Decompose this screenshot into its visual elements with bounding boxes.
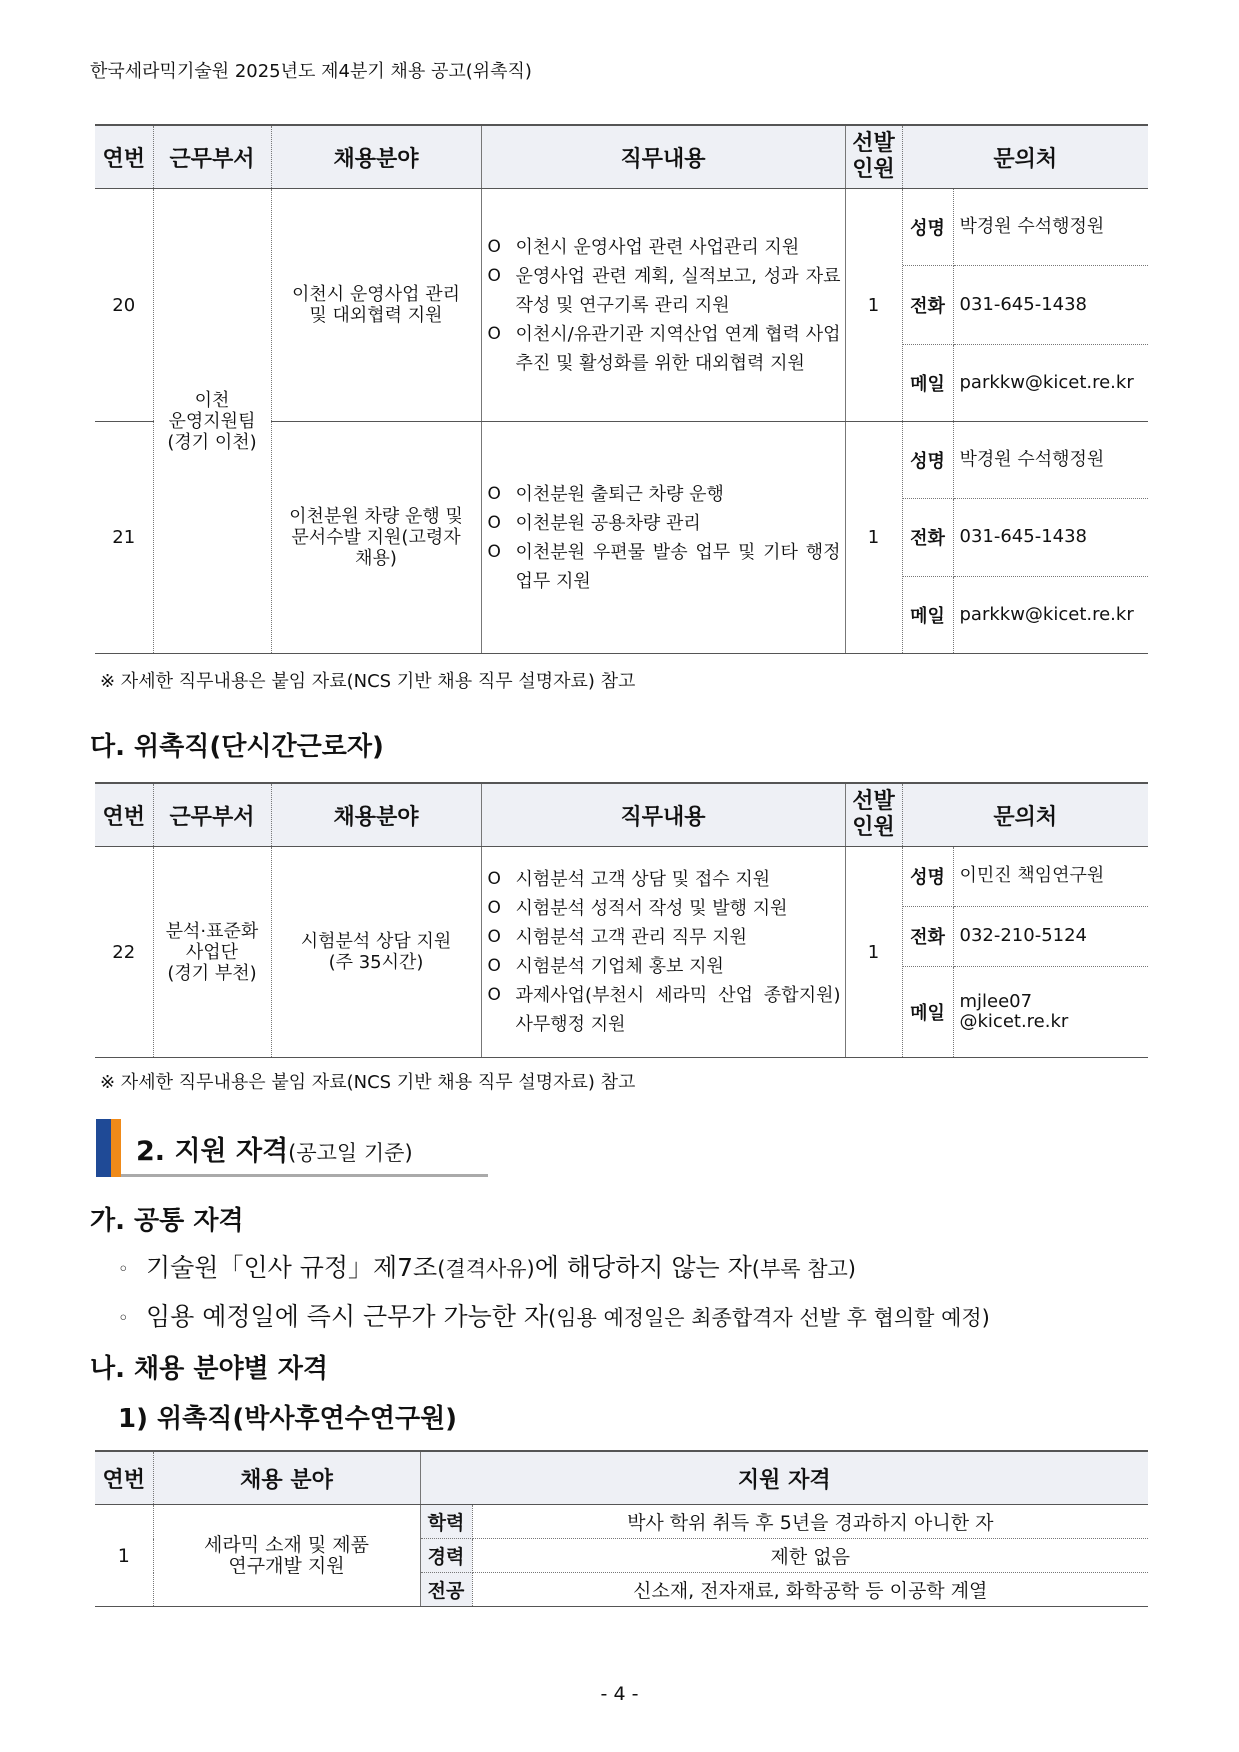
col-duty: 직무내용 — [481, 783, 845, 847]
duty-item: O 이천시/유관기관 지역산업 연계 협력 사업 추진 및 활성화를 위한 대외협력 지원 — [487, 323, 841, 374]
contact-block — [903, 189, 1149, 421]
col-field: 채용분야 — [271, 783, 481, 847]
section-2-banner — [96, 1119, 488, 1177]
field-qual-subheading: 1) 위촉직(박사후연수연구원) — [118, 1404, 458, 1434]
name-label: 성명 — [903, 189, 954, 266]
bullet-dot-icon: ◦ — [118, 1258, 129, 1280]
contact-phone: 031-645-1438 — [953, 266, 1148, 344]
qual-label: 경력 — [420, 1539, 472, 1573]
qualification-table — [95, 1450, 1148, 1607]
field-cell: 시험분석 상담 지원 (주 35시간) — [300, 931, 452, 973]
col-no: 연번 — [95, 1451, 153, 1505]
row-number: 20 — [95, 189, 153, 422]
duty-item: O 시험분석 성적서 작성 및 발행 지원 — [487, 898, 788, 919]
phone-label: 전화 — [903, 906, 954, 966]
col-field: 채용 분야 — [153, 1451, 420, 1505]
bullet-dot-icon: ◦ — [118, 1307, 129, 1329]
field-qual-heading: 나. 채용 분야별 자격 — [90, 1354, 328, 1384]
row-number: 1 — [95, 1505, 153, 1607]
contact-block — [903, 422, 1149, 653]
contact-email[interactable]: parkkw@kicet.re.kr — [959, 603, 1134, 625]
field-cell: 이천시 운영사업 관리 및 대외협력 지원 — [292, 284, 460, 326]
count-cell: 1 — [845, 189, 902, 422]
field-cell: 이천분원 차량 운행 및 문서수발 지원(고령자 채용) — [289, 506, 463, 569]
banner-underline — [121, 1174, 488, 1177]
duty-item: O 과제사업(부천시 세라믹 산업 종합지원) 사무행정 지원 — [487, 985, 841, 1035]
name-label: 성명 — [903, 422, 954, 499]
common-qual-item: ◦ 임용 예정일에 즉시 근무가 가능한 자(임용 예정일은 최종합격자 선발 후 협의할 예정) — [118, 1302, 990, 1331]
duty-item: O 시험분석 기업체 홍보 지원 — [487, 956, 724, 977]
recruit-table-2 — [95, 782, 1148, 1058]
note-text: ※ 자세한 직무내용은 붙임 자료(NCS 기반 채용 직무 설명자료) 참고 — [100, 671, 636, 692]
mail-label: 메일 — [903, 967, 954, 1058]
dept-cell: 분석·표준화 사업단 (경기 부천) — [165, 920, 259, 984]
contact-email[interactable]: parkkw@kicet.re.kr — [959, 371, 1134, 393]
document-header: 한국세라믹기술원 2025년도 제4분기 채용 공고(위촉직) — [90, 61, 532, 82]
duty-cell — [481, 847, 845, 1058]
col-dept: 근무부서 — [153, 125, 271, 189]
mail-label: 메일 — [903, 344, 954, 421]
duty-item: O 시험분석 고객 관리 직무 지원 — [487, 927, 748, 948]
qual-value: 박사 학위 취득 후 5년을 경과하지 아니한 자 — [472, 1505, 1148, 1539]
common-qual-heading: 가. 공통 자격 — [90, 1206, 244, 1236]
col-qualification: 지원 자격 — [420, 1451, 1148, 1505]
banner-blue-bar — [96, 1119, 111, 1177]
phone-label: 전화 — [903, 266, 954, 344]
col-no: 연번 — [95, 783, 153, 847]
field-cell: 세라믹 소재 및 제품 연구개발 지원 — [204, 1533, 369, 1577]
contact-phone: 031-645-1438 — [953, 499, 1148, 577]
contact-name: 박경원 수석행정원 — [953, 422, 1148, 499]
col-duty: 직무내용 — [481, 125, 845, 189]
duty-item: O 이천분원 출퇴근 차량 운행 — [487, 483, 724, 505]
page-number: - 4 - — [600, 1683, 639, 1705]
common-qual-item: ◦ 기술원「인사 규정」제7조(결격사유)에 해당하지 않는 자(부록 참고) — [118, 1253, 857, 1282]
contact-phone: 032-210-5124 — [953, 906, 1148, 966]
duty-item: O 이천분원 우편물 발송 업무 및 기타 행정업무 지원 — [487, 541, 841, 592]
recruit-table-1 — [95, 124, 1148, 654]
count-cell: 1 — [845, 422, 902, 654]
qual-value: 제한 없음 — [472, 1539, 1148, 1573]
duty-item: O 운영사업 관련 계획, 실적보고, 성과 자료 작성 및 연구기록 관리 지원 — [487, 265, 841, 316]
qual-value: 신소재, 전자재료, 화학공학 등 이공학 계열 — [472, 1573, 1148, 1607]
note-text: ※ 자세한 직무내용은 붙임 자료(NCS 기반 채용 직무 설명자료) 참고 — [100, 1072, 636, 1093]
row-number: 21 — [95, 422, 153, 654]
contact-block — [903, 847, 1149, 1057]
dept-cell: 이천 운영지원팀 (경기 이천) — [167, 389, 257, 453]
section-2-title: 2. 지원 자격(공고일 기준) — [136, 1136, 413, 1167]
duty-item: O 시험분석 고객 상담 및 접수 지원 — [487, 869, 771, 890]
duty-cell — [481, 189, 845, 422]
contact-name: 박경원 수석행정원 — [953, 189, 1148, 266]
qual-label: 학력 — [420, 1505, 472, 1539]
qual-label: 전공 — [420, 1573, 472, 1607]
name-label: 성명 — [903, 847, 954, 906]
col-contact: 문의처 — [902, 125, 1148, 189]
mail-label: 메일 — [903, 576, 954, 653]
section-heading-da: 다. 위촉직(단시간근로자) — [90, 732, 384, 762]
phone-label: 전화 — [903, 499, 954, 577]
col-count: 선발 인원 — [845, 783, 902, 847]
banner-orange-bar — [111, 1119, 121, 1177]
duty-item: O 이천분원 공용차량 관리 — [487, 512, 701, 534]
col-contact: 문의처 — [902, 783, 1148, 847]
col-field: 채용분야 — [271, 125, 481, 189]
col-dept: 근무부서 — [153, 783, 271, 847]
row-number: 22 — [95, 847, 153, 1058]
count-cell: 1 — [845, 847, 902, 1058]
col-no: 연번 — [95, 125, 153, 189]
contact-email[interactable]: mjlee07 @kicet.re.kr — [959, 991, 1069, 1032]
contact-name: 이민진 책임연구원 — [953, 847, 1148, 906]
duty-cell — [481, 422, 845, 654]
col-count: 선발 인원 — [845, 125, 902, 189]
duty-item: O 이천시 운영사업 관련 사업관리 지원 — [487, 236, 800, 258]
